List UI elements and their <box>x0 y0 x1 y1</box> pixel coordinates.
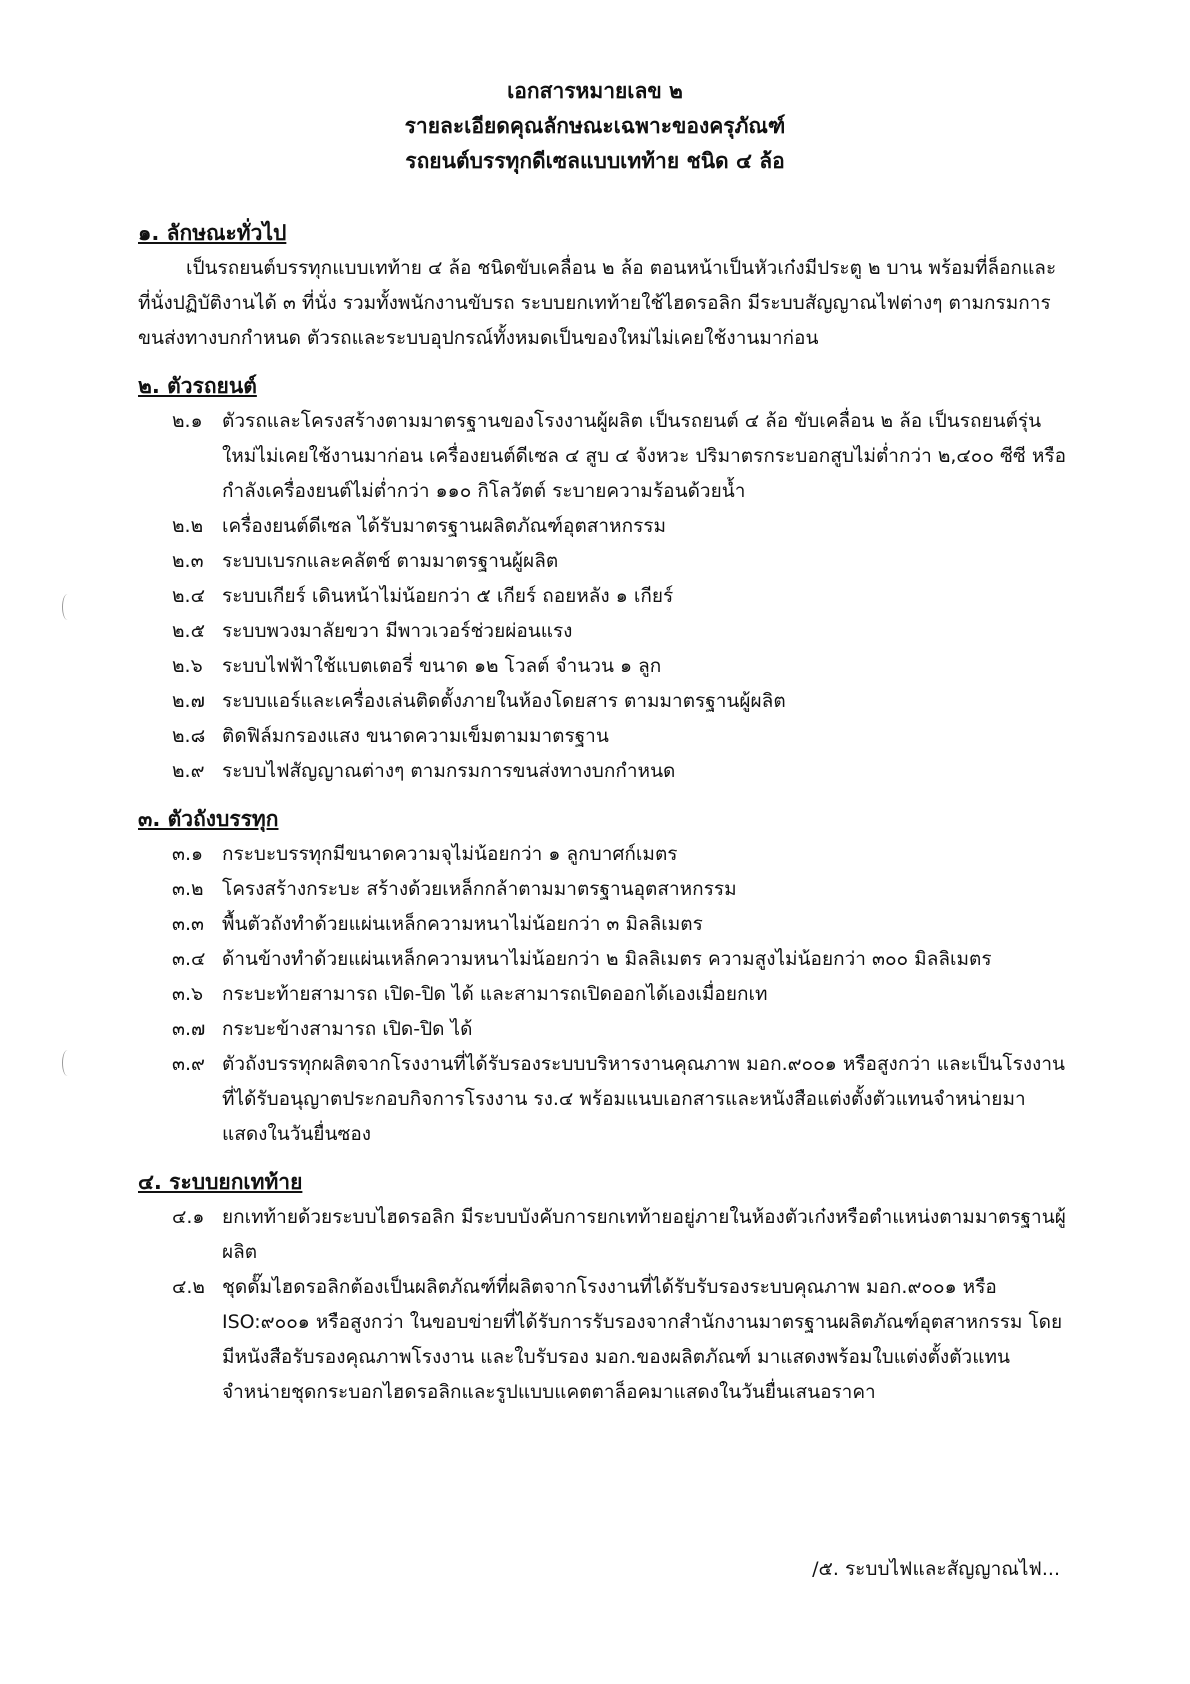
list-item <box>0 872 1190 907</box>
item-text: ระบบไฟสัญญาณต่างๆ ตามกรมการขนส่งทางบกกำหนด <box>222 760 676 782</box>
item-number: ๔.๑ <box>172 1206 205 1228</box>
item-number: ๒.๒ <box>172 515 204 537</box>
section-heading: ๑. ลักษณะทั่วไป <box>138 221 287 245</box>
section-heading: ๒. ตัวรถยนต์ <box>138 374 257 398</box>
list-item <box>0 907 1190 942</box>
spec-list <box>0 1200 1190 1410</box>
item-number: ๒.๗ <box>172 690 205 712</box>
item-text: ด้านข้างทำด้วยแผ่นเหล็กความหนาไม่น้อยกว่า ๒ มิลลิเมตร ความสูงไม่น้อยกว่า ๓๐๐ มิลลิเมตร <box>222 948 992 970</box>
section-paragraph: เป็นรถยนต์บรรทุกแบบเทท้าย ๔ ล้อ ชนิดขับเคลื่อน ๒ ล้อ ตอนหน้าเป็นหัวเก๋งมีประตู ๒ บาน พร้อมที่ล็อกและที่นั่งปฏิบัติงานได้ ๓ ที่นั่ง รวมทั้งพนักงานขับรถ ระบบยกเทท้ายใช้ไฮดรอลิก มีระบบสัญญาณไฟต่างๆ ตามกรมการขนส่งทางบกกำหนด ตัวรถและระบบอุปกรณ์ทั้งหมดเป็นของใหม่ไม่เคยใช้งานมาก่อน <box>138 257 1057 349</box>
list-item <box>0 1047 1190 1152</box>
item-text: ระบบเกียร์ เดินหน้าไม่น้อยกว่า ๕ เกียร์ ถอยหลัง ๑ เกียร์ <box>222 585 674 607</box>
document-body <box>0 215 1190 1422</box>
item-text: ยกเทท้ายด้วยระบบไฮดรอลิก มีระบบบังคับการยกเทท้ายอยู่ภายในห้องตัวเก๋งหรือตำแหน่งตามมาตรฐานผู้ผลิต <box>222 1206 1066 1263</box>
document-subtitle: รถยนต์บรรทุกดีเซลแบบเทท้าย ชนิด ๔ ล้อ <box>405 149 785 173</box>
item-number: ๓.๒ <box>172 878 204 900</box>
continuation-note: /๕. ระบบไฟและสัญญาณไฟ... <box>812 1558 1060 1580</box>
document-title: รายละเอียดคุณลักษณะเฉพาะของครุภัณฑ์ <box>404 114 786 138</box>
item-text: ตัวรถและโครงสร้างตามมาตรฐานของโรงงานผู้ผลิต เป็นรถยนต์ ๔ ล้อ ขับเคลื่อน ๒ ล้อ เป็นรถยนต์รุ่นใหม่ไม่เคยใช้งานมาก่อน เครื่องยนต์ดีเซล ๔ สูบ ๔ จังหวะ ปริมาตรกระบอกสูบไม่ต่ำกว่า ๒,๔๐๐ ซีซี หรือกำลังเครื่องยนต์ไม่ต่ำกว่า ๑๑๐ กิโลวัตต์ ระบายความร้อนด้วยน้ำ <box>222 410 1067 502</box>
item-text: ระบบพวงมาลัยขวา มีพาวเวอร์ช่วยผ่อนแรง <box>222 620 573 642</box>
item-text: ระบบไฟฟ้าใช้แบตเตอรี่ ขนาด ๑๒ โวลต์ จำนวน ๑ ลูก <box>222 655 662 677</box>
item-number: ๒.๑ <box>172 410 203 432</box>
item-text: พื้นตัวถังทำด้วยแผ่นเหล็กความหนาไม่น้อยกว่า ๓ มิลลิเมตร <box>222 913 703 935</box>
item-text: เครื่องยนต์ดีเซล ได้รับมาตรฐานผลิตภัณฑ์อุตสาหกรรม <box>222 515 667 537</box>
section-dump-system <box>0 1164 1190 1410</box>
list-item <box>0 1200 1190 1270</box>
list-item <box>0 614 1190 649</box>
section-heading: ๔. ระบบยกเทท้าย <box>138 1170 303 1194</box>
item-number: ๓.๓ <box>172 913 205 935</box>
item-text: ระบบแอร์และเครื่องเล่นติดตั้งภายในห้องโดยสาร ตามมาตรฐานผู้ผลิต <box>222 690 786 712</box>
list-item <box>0 509 1190 544</box>
item-number: ๔.๒ <box>172 1276 205 1298</box>
item-number: ๓.๗ <box>172 1018 206 1040</box>
list-item <box>0 1012 1190 1047</box>
list-item <box>0 1270 1190 1410</box>
item-number: ๓.๙ <box>172 1053 205 1075</box>
item-number: ๒.๔ <box>172 585 205 607</box>
item-number: ๓.๔ <box>172 948 206 970</box>
list-item <box>0 649 1190 684</box>
document-titles <box>0 74 1190 179</box>
item-number: ๓.๑ <box>172 843 204 865</box>
section-vehicle <box>0 368 1190 789</box>
item-number: ๒.๖ <box>172 655 203 677</box>
item-text: กระบะท้ายสามารถ เปิด-ปิด ได้ และสามารถเปิดออกได้เองเมื่อยกเท <box>222 983 768 1005</box>
section-heading: ๓. ตัวถังบรรทุก <box>138 807 279 831</box>
item-text: ตัวถังบรรทุกผลิตจากโรงงานที่ได้รับรองระบบบริหารงานคุณภาพ มอก.๙๐๐๑ หรือสูงกว่า และเป็นโรงงานที่ได้รับอนุญาตประกอบกิจการโรงงาน รง.๔ พร้อมแนบเอกสารและหนังสือแต่งตั้งตัวแทนจำหน่ายมาแสดงในวันยื่นซอง <box>222 1053 1065 1145</box>
list-item <box>0 684 1190 719</box>
spec-list <box>0 404 1190 789</box>
item-text: โครงสร้างกระบะ สร้างด้วยเหล็กกล้าตามมาตรฐานอุตสาหกรรม <box>222 878 737 900</box>
item-text: กระบะบรรทุกมีขนาดความจุไม่น้อยกว่า ๑ ลูกบาศก์เมตร <box>222 843 678 865</box>
list-item <box>0 942 1190 977</box>
document-number: เอกสารหมายเลข ๒ <box>507 79 683 103</box>
list-item <box>0 579 1190 614</box>
list-item <box>0 837 1190 872</box>
item-number: ๒.๕ <box>172 620 205 642</box>
item-text: ชุดดั๊มไฮดรอลิกต้องเป็นผลิตภัณฑ์ที่ผลิตจากโรงงานที่ได้รับรับรองระบบคุณภาพ มอก.๙๐๐๑ หรือ ISO:๙๐๐๑ หรือสูงกว่า ในขอบข่ายที่ได้รับการรับรองจากสำนักงานมาตรฐานผลิตภัณฑ์อุตสาหกรรม โดยมีหนังสือรับรองคุณภาพโรงงาน และใบรับรอง มอก.ของผลิตภัณฑ์ มาแสดงพร้อมใบแต่งตั้งตัวแทนจำหน่ายชุดกระบอกไฮดรอลิกและรูปแบบแคตตาล็อคมาแสดงในวันยื่นเสนอราคา <box>222 1276 1063 1403</box>
list-item <box>0 977 1190 1012</box>
spec-list <box>0 837 1190 1152</box>
item-number: ๒.๓ <box>172 550 204 572</box>
item-number: ๒.๙ <box>172 760 205 782</box>
item-text: กระบะข้างสามารถ เปิด-ปิด ได้ <box>222 1018 473 1040</box>
list-item <box>0 754 1190 789</box>
section-cargo-body <box>0 801 1190 1152</box>
list-item <box>0 544 1190 579</box>
list-item <box>0 719 1190 754</box>
list-item <box>0 404 1190 509</box>
item-text: ติดฟิล์มกรองแสง ขนาดความเข็มตามมาตรฐาน <box>222 725 609 747</box>
section-general <box>0 215 1190 356</box>
item-number: ๒.๘ <box>172 725 206 747</box>
item-number: ๓.๖ <box>172 983 204 1005</box>
item-text: ระบบเบรกและคลัตช์ ตามมาตรฐานผู้ผลิต <box>222 550 559 572</box>
